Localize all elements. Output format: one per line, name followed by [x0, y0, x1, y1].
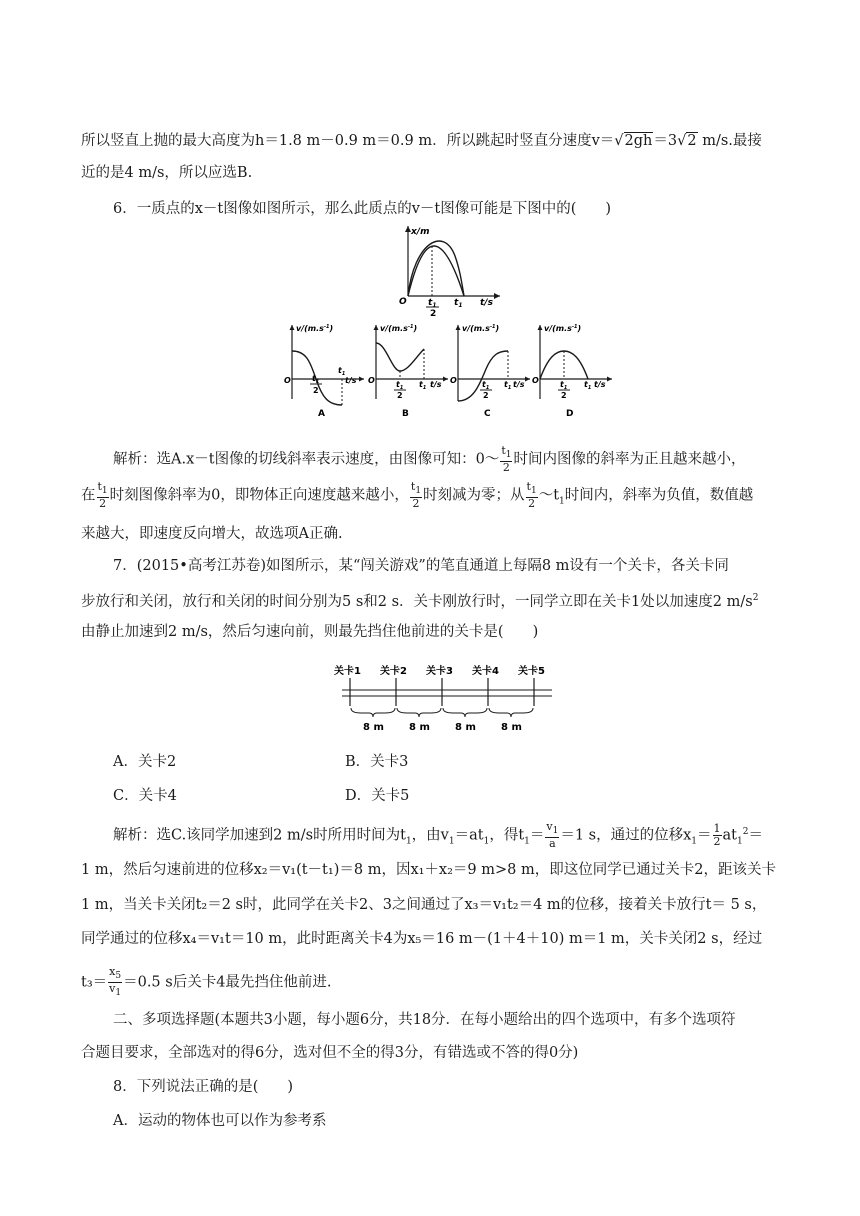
q6-option-a-label: A — [318, 409, 325, 419]
q6-option-d-label: D — [566, 409, 574, 419]
q7-solution-line-1: 解析：选C.该同学加速到2 m/s时所用时间为$t_1$，由$v_1=at_1$，得$t_1=$ $\frac{v_1}{a}$ ＝1 s，通过的位移$x_1=$ $\frac{1}{2}$ $at_1^2=$ — [113, 820, 763, 851]
prev-line-1: 所以竖直上抛的最大高度为h＝1.8 m－0.9 m＝0.9 m．所以跳起时竖直分速度v＝√2gh＝3√2 m/s.最接 — [81, 133, 762, 149]
q6-option-b-label: B — [402, 409, 409, 419]
svg-text:t1: $t_1$ — [312, 374, 320, 385]
svg-text:t1: $t_1$ — [419, 380, 427, 391]
q7-stem-line-1: 7．(2015•高考江苏卷)如图所示，某“闯关游戏”的笔直通道上每隔8 m设有一个关卡，各关卡同 — [113, 558, 729, 574]
q6-xt-t1: $t_1$ — [428, 298, 437, 309]
q7-option-a: A．关卡2 — [113, 754, 177, 770]
svg-text:t1: $t_1$ — [396, 380, 404, 391]
q6-xt-half: 2 — [430, 309, 437, 318]
q6-option-c-label: C — [484, 409, 491, 419]
span-4-label: 8 m — [501, 722, 522, 733]
q6-xt-ylabel: x/m — [411, 227, 430, 237]
section-2-heading-line-2: 合题目要求，全部选对的得6分，选对但不全的得3分，有错选或不答的得0分) — [81, 1045, 579, 1061]
svg-text:t/s: t/s — [594, 380, 606, 389]
span-1-label: 8 m — [363, 722, 384, 733]
svg-text:t/s: t/s — [345, 376, 357, 385]
svg-text:v/(m.s-1): $v/(m.s^{-1})$ — [462, 324, 500, 333]
q6-vt-ylabel: $v/(m.s^{-1})$ — [296, 324, 334, 333]
q6-solution-line-2: 在 $\frac{t_1}{2}$ 时刻图像斜率为0，即物体正向速度越来越小， $\frac{t_1}{2}$ 时刻减为零；从 $\frac{t_1}{2}$ $\sim t_1$时间内，斜率为负值，数值越 — [81, 480, 754, 511]
svg-text:t1: $t_1$ — [560, 380, 568, 391]
gate-3-label: 关卡3 — [426, 666, 453, 677]
svg-text:v/(m.s-1): $v/(m.s^{-1})$ — [380, 324, 418, 333]
q7-solution-line-2: 1 m，然后匀速前进的位移x₂＝v₁(t－t₁)＝8 m，因x₁＋x₂＝9 m>8 m，即这位同学已通过关卡2，距该关卡 — [81, 862, 776, 878]
sqrt-2gh: 2gh — [624, 133, 653, 149]
q7-option-c: C．关卡4 — [113, 788, 177, 804]
q6-vt-graph-a — [282, 321, 368, 419]
svg-text:t/s: t/s — [430, 380, 442, 389]
q6-xt-xlabel: t/s — [480, 298, 493, 308]
q8-stem: 8．下列说法正确的是( ) — [113, 1079, 294, 1095]
span-2-label: 8 m — [409, 722, 430, 733]
q7-gates-diagram — [330, 660, 560, 736]
gate-4-label: 关卡4 — [472, 666, 499, 677]
svg-text:2: 2 — [561, 391, 567, 400]
q7-solution-line-5: t₃＝ $\frac{x_5}{v_1}$ ＝0.5 s后关卡4最先挡住他前进. — [81, 965, 332, 999]
q6-solution-line-3: 来越大，即速度反向增大，故选项A正确. — [81, 526, 343, 542]
q7-option-d: D．关卡5 — [345, 788, 410, 804]
q7-stem-line-3: 由静止加速到2 m/s，然后匀速向前，则最先挡住他前进的关卡是( ) — [81, 624, 539, 640]
section-2-heading-line-1: 二、多项选择题(本题共3小题，每小题6分，共18分．在每小题给出的四个选项中，有多个选项符 — [113, 1012, 736, 1028]
svg-text:2: 2 — [313, 386, 319, 395]
svg-text:t1: $t_1$ — [584, 380, 592, 391]
span-3-label: 8 m — [455, 722, 476, 733]
q6-xt-graph — [392, 222, 504, 318]
svg-text:t1: $t_1$ — [338, 366, 346, 377]
svg-text:O: O — [368, 376, 375, 385]
svg-text:t1: $t_1$ — [504, 380, 512, 391]
q6-xt-t1b: $t_1$ — [454, 298, 463, 309]
q6-vt-origin: O — [284, 376, 291, 385]
svg-text:v/(m.s-1): $v/(m.s^{-1})$ — [544, 324, 582, 333]
q6-vt-graph-c — [448, 321, 534, 419]
sqrt-2: 2 — [687, 133, 697, 149]
gate-1-label: 关卡1 — [334, 666, 361, 677]
q6-xt-origin: O — [399, 297, 407, 307]
q8-option-a: A．运动的物体也可以作为参考系 — [113, 1113, 327, 1129]
q7-solution-line-4: 同学通过的位移x₄＝v₁t＝10 m，此时距离关卡4为x₅＝16 m－(1＋4＋10) m＝1 m，关卡关闭2 s，经过 — [81, 931, 763, 947]
q6-vt-graph-d — [530, 321, 616, 419]
gate-2-label: 关卡2 — [380, 666, 407, 677]
q7-option-b: B．关卡3 — [345, 754, 409, 770]
q6-vt-graph-b — [366, 321, 452, 419]
svg-text:O: O — [450, 376, 457, 385]
svg-text:O: O — [532, 376, 539, 385]
q7-solution-line-3: 1 m，当关卡关闭t₂＝2 s时，此同学在关卡2、3之间通过了x₃＝v₁t₂＝4 m的位移，接着关卡放行t＝ 5 s， — [81, 897, 767, 913]
svg-text:t1: $t_1$ — [482, 380, 490, 391]
gate-5-label: 关卡5 — [518, 666, 545, 677]
svg-text:2: 2 — [397, 391, 403, 400]
prev-line-2: 近的是4 m/s，所以应选B. — [81, 165, 253, 181]
q6-stem: 6．一质点的x－t图像如图所示，那么此质点的v－t图像可能是下图中的( ) — [113, 201, 612, 217]
svg-text:t/s: t/s — [513, 380, 525, 389]
q6-solution-line-1: 解析：选A.x－t图像的切线斜率表示速度，由图像可知：0～ $\frac{t_1}{2}$ 时间内图像的斜率为正且越来越小， — [113, 444, 746, 475]
q7-stem-line-2: 步放行和关闭，放行和关闭的时间分别为5 s和2 s．关卡刚放行时，一同学立即在关卡1处以加速度2 $m/s^2$ — [81, 593, 759, 610]
svg-text:2: 2 — [483, 391, 489, 400]
